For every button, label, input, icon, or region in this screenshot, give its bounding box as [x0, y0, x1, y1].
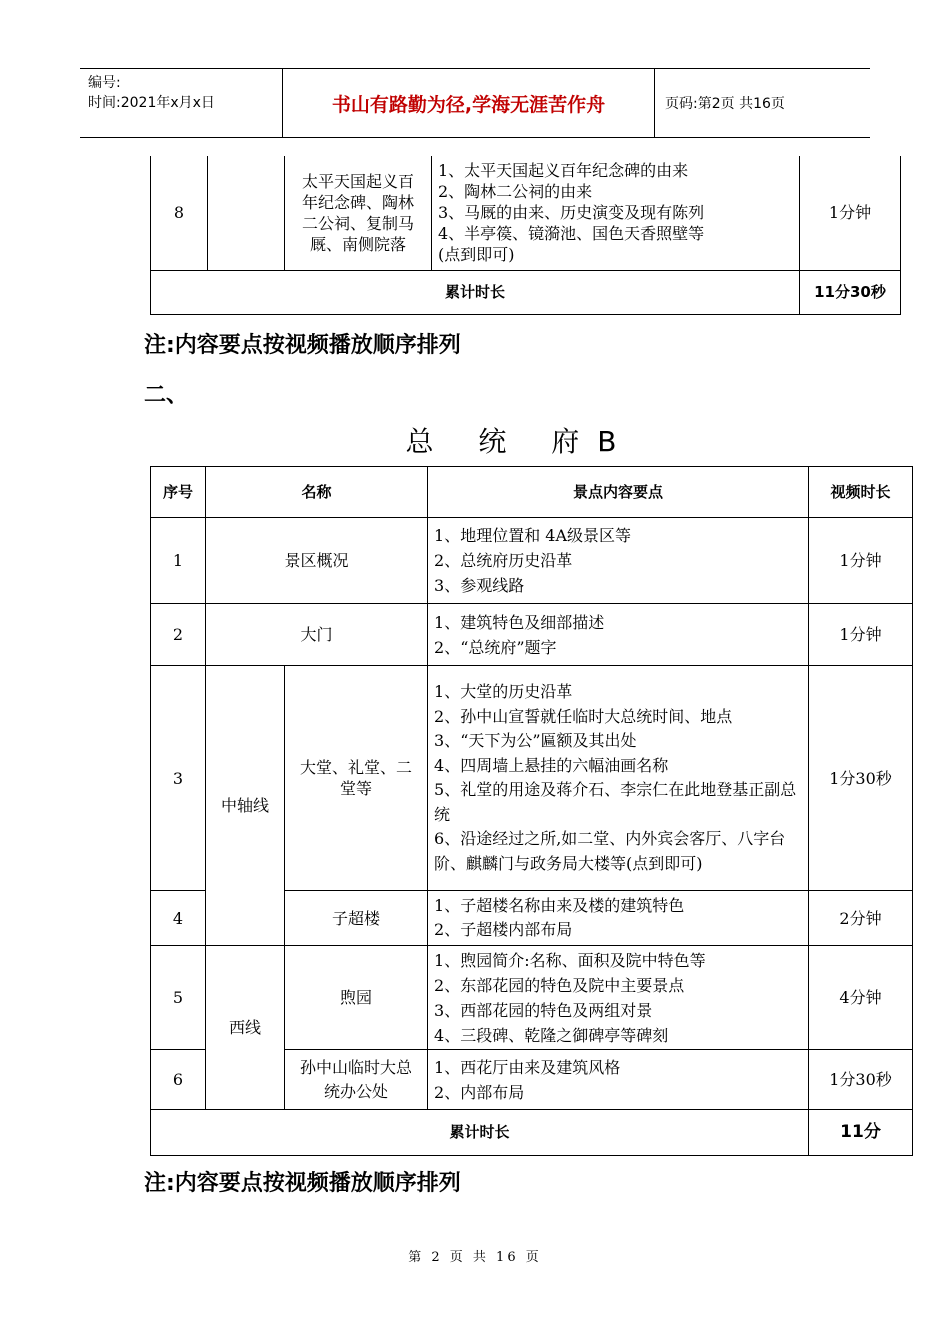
header-duration: 视频时长: [809, 467, 913, 518]
point-line: 4、四周墙上悬挂的六幅油画名称: [434, 755, 669, 775]
cell-duration: 1分钟: [809, 518, 913, 604]
point-line: 5、礼堂的用途及蒋介石、李宗仁在此地登基正副总统: [434, 780, 797, 824]
table-row: [151, 604, 913, 666]
cell-duration: 1分钟: [809, 604, 913, 666]
point-line: 3、西部花园的特色及两组对景: [434, 1000, 653, 1020]
point-line: 2、东部花园的特色及院中主要景点: [434, 975, 685, 995]
group-west-line: 西线: [206, 946, 285, 1110]
point-line: 2、陶林二公祠的由来: [438, 182, 593, 202]
point-line: 3、“天下为公”匾额及其出处: [434, 731, 637, 750]
point-line: 1、西花厅由来及建筑风格: [434, 1057, 621, 1077]
table-continuation: [150, 156, 901, 315]
cell-name: 太平天国起义百年纪念碑、陶林二公祠、复制马厩、南侧院落: [285, 156, 432, 270]
point-line: 3、马厩的由来、历史演变及现有陈列: [438, 203, 705, 223]
table-total-row: [151, 270, 901, 314]
point-line: 4、半亭篌、镜漪池、国色天香照壁等: [438, 224, 705, 244]
cell-points: [432, 156, 800, 270]
cell-points: [428, 666, 809, 891]
cell-duration: 4分钟: [809, 946, 913, 1050]
point-line: 2、“总统府”题字: [434, 637, 557, 657]
point-line: 1、子超楼名称由来及楼的建筑特色: [434, 896, 685, 915]
table-row: [151, 518, 913, 604]
cell-num: 5: [151, 946, 206, 1050]
point-line: 1、地理位置和 4A级景区等: [434, 526, 632, 545]
cell-num: 3: [151, 666, 206, 891]
table-row: [151, 666, 913, 891]
point-line: 3、参观线路: [434, 576, 525, 595]
table-total-row: [151, 1110, 913, 1156]
point-line: 2、孙中山宣誓就任临时大总统时间、地点: [434, 706, 733, 726]
cell-points: [428, 946, 809, 1050]
cell-name: 大堂、礼堂、二堂等: [285, 666, 428, 891]
cell-name: 煦园: [285, 946, 428, 1050]
note-1: 注:内容要点按视频播放顺序排列: [144, 333, 461, 358]
cell-points: [428, 891, 809, 946]
total-value: 11分: [809, 1110, 913, 1156]
table-main: [150, 466, 913, 1156]
point-line: (点到即可): [438, 245, 515, 265]
group-central-axis: 中轴线: [206, 666, 285, 946]
table-row: [151, 946, 913, 1050]
cell-points: [428, 518, 809, 604]
table-header-row: [151, 467, 913, 518]
table-row: [151, 156, 901, 270]
cell-num: 8: [151, 156, 208, 270]
point-line: 1、太平天国起义百年纪念碑的由来: [438, 161, 689, 181]
header-points: 景点内容要点: [428, 467, 809, 518]
header-name: 名称: [206, 467, 428, 518]
cell-name: 景区概况: [206, 518, 428, 604]
cell-num: 6: [151, 1050, 206, 1110]
header-motto: 书山有路勤为径,学海无涯苦作舟: [282, 69, 655, 137]
point-line: 2、子超楼内部布局: [434, 920, 573, 939]
point-line: 6、沿途经过之所,如二堂、内外宾会客厅、八字台阶、麒麟门与政务局大楼等(点到即可): [434, 829, 786, 873]
header-num: 序号: [151, 467, 206, 518]
cell-name: 子超楼: [285, 891, 428, 946]
page-footer: 第 2 页 共 16 页: [408, 1250, 542, 1265]
note-2: 注:内容要点按视频播放顺序排列: [144, 1171, 461, 1196]
section-label: 二、: [144, 383, 189, 408]
cell-name: 孙中山临时大总统办公处: [285, 1050, 428, 1110]
header-meta: [80, 69, 282, 137]
date-label: 时间:2021年x月x日: [88, 95, 215, 111]
serial-label: 编号:: [88, 75, 121, 91]
table-title: 总 统 府B: [405, 425, 635, 458]
total-label: 累计时长: [151, 1110, 809, 1156]
cell-num: 4: [151, 891, 206, 946]
cell-duration: 2分钟: [809, 891, 913, 946]
cell-duration: 1分30秒: [809, 1050, 913, 1110]
cell-duration: 1分30秒: [809, 666, 913, 891]
cell-num: 1: [151, 518, 206, 604]
header-page-number: 页码:第2页 共16页: [665, 96, 785, 112]
point-line: 1、煦园简介:名称、面积及院中特色等: [434, 950, 706, 970]
point-line: 2、内部布局: [434, 1082, 525, 1102]
total-label: 累计时长: [151, 270, 800, 314]
point-line: 4、三段碑、乾隆之御碑亭等碑刻: [434, 1025, 669, 1045]
cell-num: 2: [151, 604, 206, 666]
point-line: 2、总统府历史沿革: [434, 551, 573, 570]
cell-duration: 1分钟: [800, 156, 901, 270]
page-header: [80, 68, 870, 138]
point-line: 1、大堂的历史沿革: [434, 682, 573, 701]
cell-points: [428, 1050, 809, 1110]
total-value: 11分30秒: [800, 270, 901, 314]
cell-group: [208, 156, 285, 270]
point-line: 1、建筑特色及细部描述: [434, 612, 605, 632]
cell-points: [428, 604, 809, 666]
cell-name: 大门: [206, 604, 428, 666]
